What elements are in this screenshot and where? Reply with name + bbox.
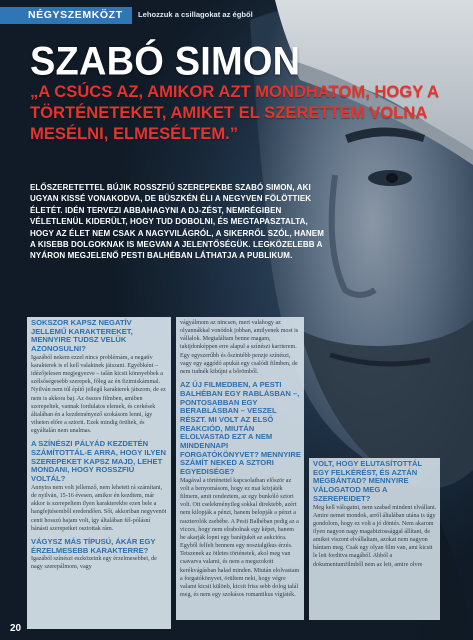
article-column-3 bbox=[313, 460, 437, 574]
article-column-1 bbox=[31, 319, 168, 577]
page-number: 20 bbox=[10, 623, 22, 634]
interview-answer: vágyálmom az nincsen, mert valahogy az olyannákkal vonódok jobban, amilyenek most is vállalok. Megtaláltam benne magam, takijdonképpen erre alapul a színészi karrierem. Egy egyszerűbb és őszintébb penzje színészi, vagy egy aggódó apukát egy csalódi filmben, de nem tudnék kibújni a bőrömből. bbox=[180, 320, 299, 375]
pull-quote: „A CSÚCS AZ, AMIKOR AZT MONDHATOM, HOGY A TÖRTÉNETEKET, AMIKET EL SZERETTEM VOLNA MESÉLNI, ELMESÉLTEM.” bbox=[30, 82, 439, 143]
article-column-2 bbox=[180, 319, 301, 604]
interview-answer: Magával a történettel kapcsolatban először az volt a benyomásom, hogy ez mai közjáték filmem, amit rendeztem, az egy bunkóló sztori volt. Ott cselekményileg sokkal direktebb, azért nem kilopják a pénzt, hanem belopják a pénzt a raszterolók zsebébe. A Pesti Balhéban pedig az a vicces, hogy nem elrabolnak egy képet, hanem be akarják lopni egy barátjukét az aukcióra. Egyből felfelt bennem egy nosztalgikus érzés. Tetszenek az ötletes történetek, akol meg van csavarva valami, és nem a megszokott kerékvágásban halad minden. Miután elolvastam a forgatókönyvet, örültem neki, hogy végre valami kicsit különb, kicsit friss sebb dolog talál meg, és nem egy szokásos romantikus vígjáték. bbox=[180, 477, 300, 599]
interview-answer: Igazából nekem ezzel nincs problémám, a negatív karakterek is el kell valakinek játszani. Egyébként – idézőjelesen megjegyezve – talán kicsit könnyebbek a szélsőségesebb szerepek, főleg az én fizimiskámmal. Nyilván nem túl építő jellegű karakterek játszom, de ez nem is akkora baj. Az összes filmben, amiben szerepeltek, vannak fordulatos elemek, és cerkések általában én a kezdeményező szokásom lenni, így viheten előre a sztorit. Ezek mindig örültek, és egyáltalán nem unalmas. bbox=[31, 354, 166, 435]
interview-answer: Igazából színészi eszközeink egy érzelmesebbet, de nagy szerepálmom, vagy bbox=[31, 556, 157, 571]
interview-question: VÁGYSZ MÁS TÍPUSÚ, ÁKÁR EGY ÉRZELMESEBB KARAKTERRE? bbox=[31, 536, 156, 555]
interview-question: SOKSZOR KAPSZ NEGATÍV JELLEMŰ KARAKTEREKET, MENNYIRE TUDSZ VELÜK AZONOSULNI? bbox=[31, 318, 133, 354]
lead-paragraph: ELŐSZERETETTEL BÚJIK ROSSZFIÚ SZEREPEKBE SZABÓ SIMON, AKI UGYAN KISSÉ VONAKODVA, DE BÜSZKÉN ÉLI A NEGYVEN FÖLÖTTIEK ÉLETÉT. IDÉN TERVEZI ABBAHAGYNI A DJ-ZÉST, NEMRÉGIBEN VÉLETLENÜL KIDERÜLT, HOGY TUD DOBOLNI, ÉS MEGTAPASZTALTA, HOGY AZ ÉLET NEM CSAK A NAGYVILÁGRÓL, A SIKERRŐL SZÓL, HANEM A KISEBB DOLGOKNAK IS MEGVAN A JELENTŐSÉGÜK. LEGKÖZELEBB A NYÁRON MEGJELENŐ PESTI BALHÉBAN LÁTHATJA A PUBLIKUM. bbox=[30, 183, 325, 261]
interview-answer: Meg kell válogatni, nem szabad mindent elvállani. Amire nemet mondok, arról általában utána is úgy gondolom, hogy ez volt a jó döntés. Nem akarom ilyen nagyon nagy magabiztossággal állítani, de amiket viszont elvállaltam, azokat nem nagyon bántam meg. Csak egy olyan film van, ami kicsit le lett forditva magából. Abból a dokumentumfilmből nem az lett, amire olvre bbox=[313, 504, 437, 568]
interview-question: A SZÍNÉSZI PÁLYÁD KEZDETÉN SZÁMÍTOTTÁL-E ARRA, HOGY ILYEN SZEREPEKET KAPSZ MAJD, LEHET MONDANI, HOGY ROSSZFIÚ VOLTÁL? bbox=[31, 439, 167, 484]
interview-question: AZ ÚJ FILMEDBEN, A PESTI BALHÉBAN EGY RABLÁSBAN –, PONTOSABBAN EGY BERABLÁSBAN – VESZEL RÉSZT. MI VOLT AZ ELSŐ REAKCIÓD, MIUTÁN ELOLVASTAD EZT A NEM MINDENNAPI FORGATÓKÖNYVET? MENNYIRE SZÁMÍT NEKED A SZTORI EGYEDISÉGE? bbox=[180, 380, 301, 477]
section-tab: NÉGYSZEMKÖZT bbox=[0, 7, 132, 24]
interview-answer: Annyira nem volt jellemző, nem lehetett rá számítani, de nyilván, 15-16 évesen, amikor én kezdtem, már akkor is szerepeltem ilyen karakterekbe ezen bele a hangfejtésemből eredendően. Sőt, akkoriban negyvenöt centi hosszú hajam volt, így általában fél-pólásní bánásti szerepeiket osztottak rám. bbox=[31, 484, 167, 532]
interview-question: VOLT, HOGY ELUTASÍTOTTÁL EGY FELKÉRÉST, ÉS AZTÁN MEGBÁNTAD? MENNYIRE VÁLOGATOD MEG A SZEREPEIDET? bbox=[313, 459, 422, 503]
tagline: Lehozzuk a csillagokat az égből bbox=[138, 10, 253, 19]
page-title: SZABÓ SIMON bbox=[30, 40, 301, 85]
